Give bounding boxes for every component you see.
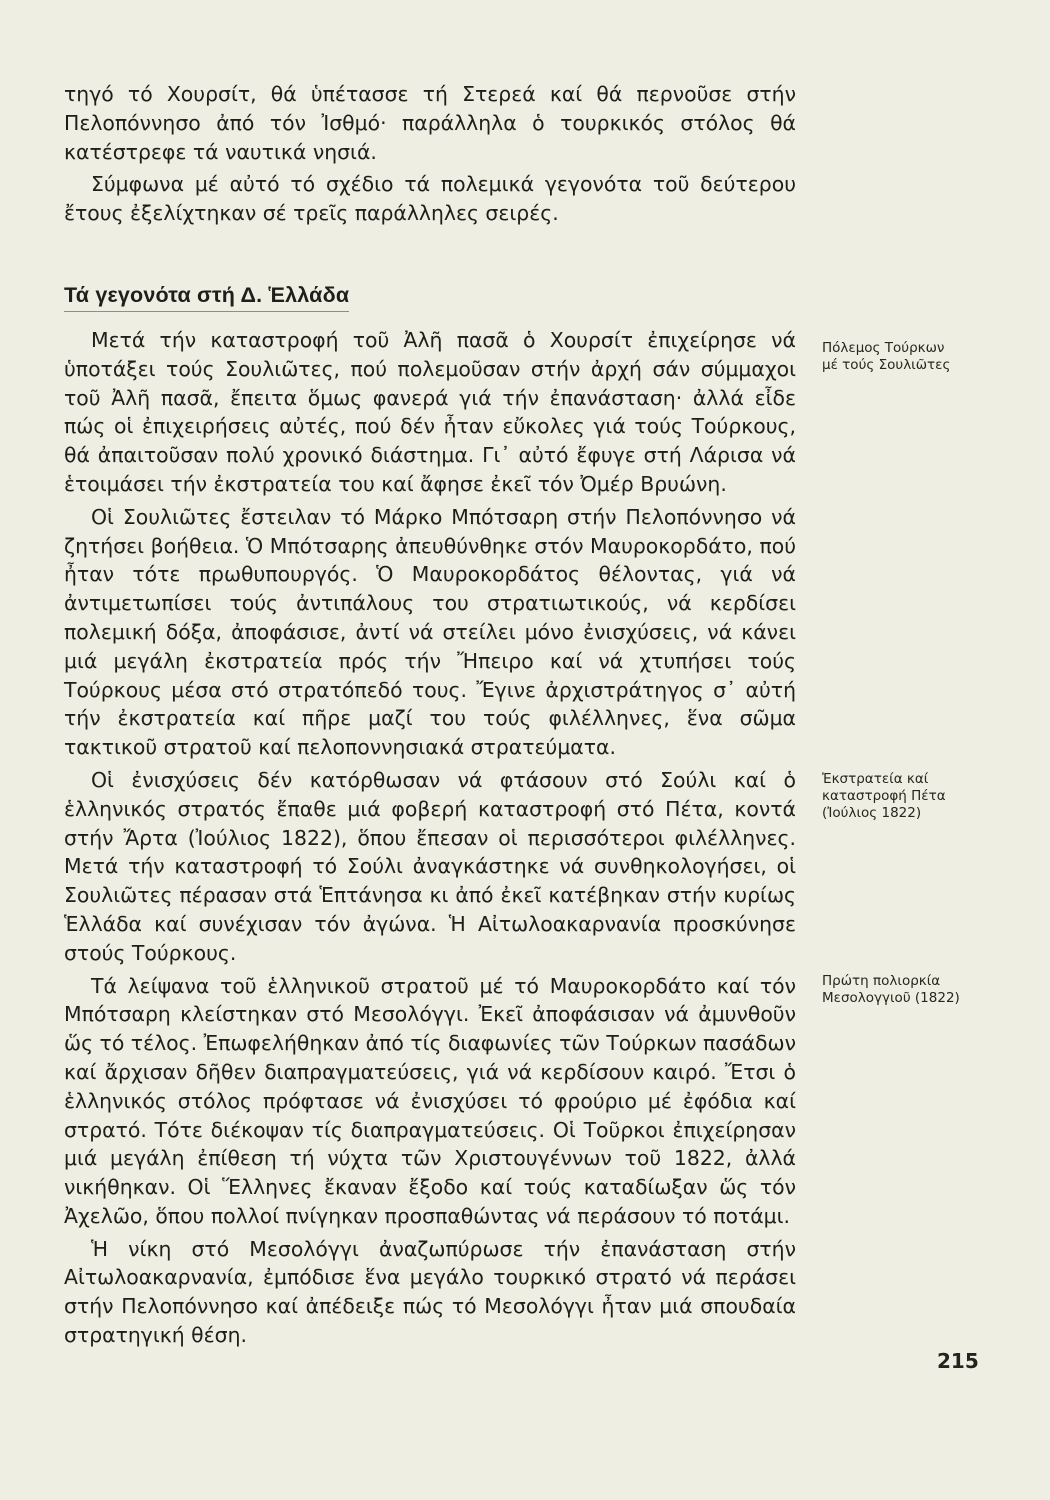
intro-paragraph-2: Σύμφωνα μέ αὐτό τό σχέδιο τά πολεμικά γεγονότα τοῦ δεύτερου ἔτους ἐξελίχτηκαν σέ τρεῖς παράλληλες σειρές. [64, 172, 796, 226]
paragraph-4: Τά λείψανα τοῦ ἑλληνικοῦ στρατοῦ μέ τό Μαυροκορδάτο καί τόν Μπότσαρη κλείστηκαν στό Μεσολόγγι. Ἐκεῖ ἀποφάσισαν νά ἀμυνθοῦν ὥς τό τέλος. Ἐπωφελήθηκαν ἀπό τίς διαφωνίες τῶν Τούρκων πασάδων καί ἄρχισαν δῆθεν διαπραγματεύσεις, γιά νά κερδίσουν καιρό. Ἔτσι ὁ ἑλληνικός στόλος πρόφτασε νά ἐνισχύσει τό φρούριο μέ ἐφόδια καί στρατό. Τότε διέκοψαν τίς διαπραγματεύσεις. Οἱ Τοῦρκοι ἐπιχείρησαν μιά μεγάλη ἐπίθεση τή νύχτα τῶν Χριστουγέννων τοῦ 1822, ἀλλά νικήθηκαν. Οἱ Ἕλληνες ἔκαναν ἔξοδο καί τούς καταδίωξαν ὥς τόν Ἀχελῶο, ὅπου πολλοί πνίγηκαν προσπαθώντας νά περάσουν τό ποτάμι. [64, 973, 796, 1228]
intro-paragraph-1: τηγό τό Χουρσίτ, θά ὑπέτασσε τή Στερεά καί θά περνοῦσε στήν Πελοπόννησο ἀπό τόν Ἰσθμό· παράλληλα ὁ τουρκικός στόλος θά κατέστρεφε τά ναυτικά νησιά. [64, 82, 796, 164]
paragraph-5: Ἡ νίκη στό Μεσολόγγι ἀναζωπύρωσε τήν ἐπανάσταση στήν Αἰτωλοακαρνανία, ἐμπόδισε ἕνα μεγάλο τουρκικό στρατό νά περάσει στήν Πελοπόννησο καί ἀπέδειξε πώς τό Μεσολόγγι ἦταν μιά σπουδαία στρατηγική θέση. [64, 1236, 796, 1348]
side-note-line: Πρώτη πολιορκία [822, 973, 941, 989]
side-note-line: (Ἰούλιος 1822) [822, 805, 922, 821]
page-number: 215 [937, 1349, 979, 1373]
side-note-mesolonghi [822, 973, 997, 1007]
side-note-line: Ἐκστρατεία καί [822, 771, 929, 787]
side-note-peta [822, 771, 997, 822]
side-note-line: Πόλεμος Τούρκων [822, 340, 945, 356]
paragraph-2: Οἱ Σουλιῶτες ἔστειλαν τό Μάρκο Μπότσαρη στήν Πελοπόννησο νά ζητήσει βοήθεια. Ὁ Μπότσαρης ἀπευθύνθηκε στόν Μαυροκορδάτο, πού ἦταν τότε πρωθυπουργός. Ὁ Μαυροκορδάτος θέλοντας, γιά νά ἀντιμετωπίσει τούς ἀντιπάλους του στρατιωτικούς, νά κερδίσει πολεμική δόξα, ἀποφάσισε, ἀντί νά στείλει μόνο ἐνισχύσεις, νά κάνει μιά μεγάλη ἐκστρατεία πρός τήν Ἤπειρο καί νά χτυπήσει τούς Τούρκους μέσα στό στρατόπεδό τους. Ἔγινε ἀρχιστράτηγος σ᾽ αὐτή τήν ἐκστρατεία καί πῆρε μαζί του τούς φιλέλληνες, ἕνα σῶμα τακτικοῦ στρατοῦ καί πελοποννησιακά στρατεύματα. [64, 504, 796, 760]
side-note-line: μέ τούς Σουλιῶτες [822, 357, 951, 373]
side-note-souliotes [822, 340, 997, 374]
side-note-line: καταστροφή Πέτα [822, 788, 946, 804]
section-heading: Τά γεγονότα στή Δ. Ἑλλάδα [64, 283, 349, 312]
paragraph-3: Οἱ ἐνισχύσεις δέν κατόρθωσαν νά φτάσουν στό Σούλι καί ὁ ἑλληνικός στρατός ἔπαθε μιά φοβερή καταστροφή στό Πέτα, κοντά στήν Ἄρτα (Ἰούλιος 1822), ὅπου ἔπεσαν οἱ περισσότεροι φιλέλληνες. Μετά τήν καταστροφή τό Σούλι ἀναγκάστηκε νά συνθηκολογήσει, οἱ Σουλιῶτες πέρασαν στά Ἑπτάνησα κι ἀπό ἐκεῖ κατέβηκαν στήν κυρίως Ἑλλάδα καί συνέχισαν τόν ἀγώνα. Ἡ Αἰτωλοακαρνανία προσκύνησε στούς Τούρκους. [64, 767, 796, 965]
side-note-line: Μεσολογγιοῦ (1822) [822, 990, 960, 1006]
main-text-column [64, 80, 796, 1350]
paragraph-1: Μετά τήν καταστροφή τοῦ Ἀλῆ πασᾶ ὁ Χουρσίτ ἐπιχείρησε νά ὑποτάξει τούς Σουλιῶτες, πού πολεμοῦσαν στήν ἀρχή σάν σύμμαχοι τοῦ Ἀλῆ πασᾶ, ἔπειτα ὅμως φανερά γιά τήν ἐπανάσταση· ἀλλά εἶδε πώς οἱ ἐπιχειρήσεις αὐτές, πού δέν ἦταν εὔκολες γιά τούς Τούρκους, θά ἀπαιτοῦσαν πολύ χρονικό διάστημα. Γι᾽ αὐτό ἔφυγε στή Λάρισα νά ἑτοιμάσει τήν ἐκστρατεία του καί ἄφησε ἐκεῖ τόν Ὀμέρ Βρυώνη. [64, 327, 796, 496]
